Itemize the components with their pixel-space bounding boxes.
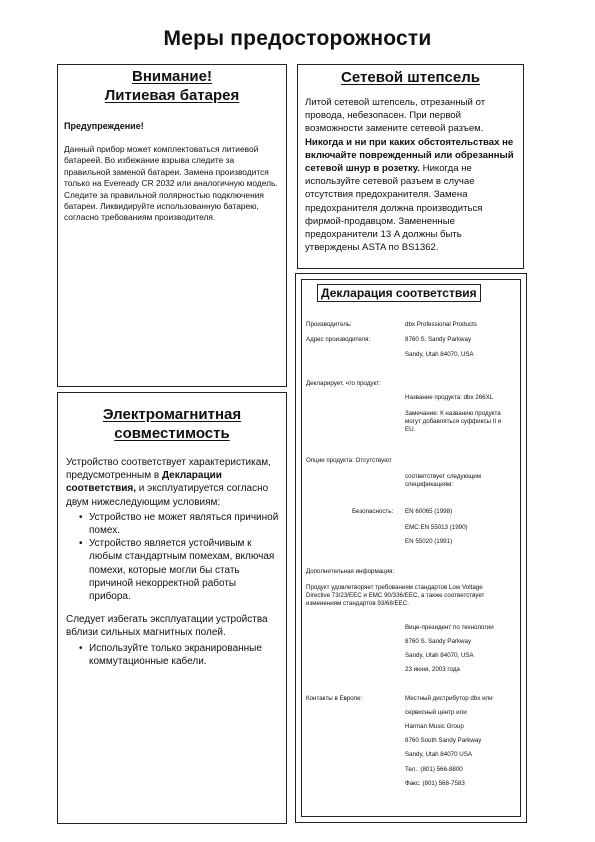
emc-advice-item: • Используйте только экранированные коммутационные кабели. (79, 642, 280, 668)
europe-contact-line: Harman Music Group (405, 723, 464, 730)
conforms-text: соответствует следующим спецификациям: (405, 473, 482, 488)
europe-contact-phone: Тел.: (801) 566-8800 (405, 766, 463, 773)
europe-contact-line: Местный дистрибутор dbx или (405, 695, 493, 702)
europe-contact-line: Sandy, Utah 84070 USA (405, 751, 472, 758)
plug-text-after: Никогда не используйте сетевой разъем в случае отсутствия предохранителя. Замена предохранителя должна производиться фирмой-продавцом. Замененные предохранители 13 A должны быть утверждены ASTA по BS1362. (305, 163, 483, 254)
emc-heading (58, 405, 286, 443)
page-title: Меры предосторожности (163, 27, 432, 50)
vp-address-line2: Sandy, Utah 84070, USA (405, 652, 474, 659)
address-label: Адрес производителя: (306, 336, 371, 343)
battery-heading-line1: Внимание! (132, 68, 212, 85)
emc-intro-after: и эксплуатируется согласно двум нижеследующим условиям: (66, 483, 269, 508)
additional-text: Продукт удовлетворяет требованиям стандартов Low Voltage Directive 73/23/EEC и EMC 90/336/EEC, а также соответствует изменениям стандартов 93/68/EEC. (306, 584, 485, 607)
manufacturer-label: Производитель: (306, 321, 352, 328)
emc-intro (66, 456, 280, 509)
battery-heading (58, 67, 286, 105)
europe-contact-line: сервисный центр или (405, 709, 467, 716)
emc-condition-item: • Устройство не может являться причиной помех. (79, 511, 280, 537)
vp-title: Вице-президент по технологии (405, 624, 494, 631)
battery-warning-box (57, 64, 287, 387)
manufacturer-value: dbx Professional Products (405, 321, 477, 328)
plug-heading (298, 68, 523, 87)
battery-text: Данный прибор может комплектоваться литиевой батареей. Во избежание взрыва следите за правильной заменой батареи. Замена производится только на Eveready CR 2032 или аналогичную модель. Следите за правильной полярностью подключения батареи. Ликвидируйте использованную батарею, согласно требованиям производителя. (64, 144, 278, 223)
europe-contact-fax: Факс: (801) 568-7583 (405, 780, 465, 787)
plug-text (305, 96, 517, 254)
emc-advice: Следует избегать эксплуатации устройства вблизи сильных магнитных полей. (66, 614, 268, 639)
emc-conditions-list (79, 511, 280, 603)
product-name: Название продукта: dbx 266XL (405, 394, 494, 401)
additional-label: Дополнительная информация: (306, 568, 395, 575)
emc-body (66, 456, 280, 668)
battery-subheading: Предупреждение! (64, 121, 144, 131)
declaration-title: Декларация соответствия (317, 284, 481, 302)
europe-contacts-label: Контакты в Европе: (306, 695, 363, 702)
address-line1: 8760 S. Sandy Parkway (405, 336, 472, 343)
emc-intro-bold: Декларации соответствия, (66, 470, 222, 495)
emc-condition-item: • Устройство является устойчивым к любым стандартным помехам, включая помехи, которые могли бы стать причиной некорректной работы прибора. (79, 537, 280, 603)
plug-text-bold: Никогда и ни при каких обстоятельствах не включайте поврежденный или обрезанный сетевой шнур в розетку. (305, 136, 514, 175)
declaration-inner-frame (301, 279, 521, 817)
vp-date: 23 июня, 2003 года (405, 666, 460, 673)
declaration-box (295, 273, 527, 823)
emc-heading-line2: совместимость (114, 425, 230, 442)
emc-advice-list (79, 642, 280, 668)
safety-label: Безопасность: (352, 508, 394, 515)
emc-heading-line1: Электромагнитная (102, 406, 242, 423)
address-line2: Sandy, Utah 84070, USA (405, 351, 474, 358)
options-label: Опции продукта: Отсутствуют (306, 457, 392, 464)
vp-address-line1: 8760 S. Sandy Parkway (405, 638, 472, 645)
europe-contact-line: 8760 South Sandy Parkway (405, 737, 482, 744)
emc-intro-before: Устройство соответствует характеристикам, предусмотренным в (66, 457, 271, 482)
declares-label: Декларирует, что продукт: (306, 380, 381, 387)
plug-heading-text: Сетевой штепсель (341, 69, 480, 86)
mains-plug-box (297, 64, 524, 269)
emc-box (57, 392, 287, 824)
safety-value: EN 60065 (1998) (405, 508, 453, 515)
emc-standard-2: EN 55020 (1991) (405, 538, 453, 545)
battery-heading-line2: Литиевая батарея (104, 87, 240, 104)
product-note: Замечание: К названию продукта могут добавляться суффиксы II и EU. (405, 410, 502, 433)
plug-text-before: Литой сетевой штепсель, отрезанный от провода, небезопасен. При первой возможности замените сетевой разъем. (305, 97, 486, 135)
emc-standard-1: EMC:EN 55013 (1990) (405, 524, 468, 531)
